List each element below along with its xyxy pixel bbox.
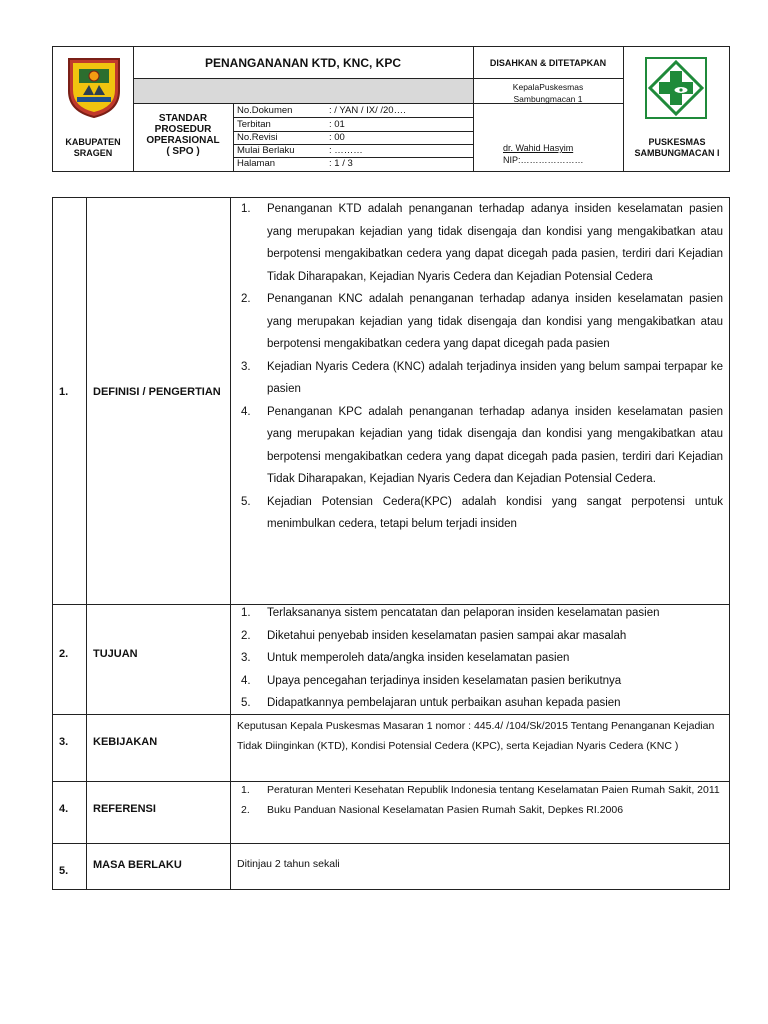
document-title: PENANGANANAN KTD, KNC, KPC [204, 56, 401, 70]
section-title-definisi: DEFINISI / PENGERTIAN [93, 386, 221, 398]
item-text: Diketahui penyebab insiden keselamatan pasien sampai akar masalah [267, 629, 627, 642]
nip-field: NIP:………………… [503, 155, 584, 165]
list-item [232, 401, 723, 491]
row-number: 4. [59, 803, 69, 815]
doc-row-label: No.Revisi [237, 132, 278, 143]
item-text: Kejadian Nyaris Cedera (KNC) adalah terjadinya insiden yang belum sampai terpapar ke pasien [267, 360, 723, 395]
list-item [232, 198, 723, 288]
doc-row-value: : 01 [329, 119, 345, 130]
row-number: 5. [59, 865, 69, 877]
procedure-table [52, 197, 730, 890]
list-item [232, 288, 723, 356]
list-item [232, 625, 723, 648]
puskesmas-line: PUSKESMAS [648, 137, 706, 147]
kepala-line: KepalaPuskesmas [512, 82, 584, 92]
puskesmas-label [623, 137, 731, 159]
spo-line: ( SPO ) [166, 146, 200, 157]
list-item [232, 602, 723, 625]
item-number: 2. [241, 293, 251, 305]
list-item [232, 800, 723, 820]
list-item [232, 670, 723, 693]
doctor-name: dr. Wahid Hasyim [503, 143, 574, 153]
kepala-puskesmas-label [473, 81, 623, 105]
doc-row-value: : 1 / 3 [329, 158, 353, 169]
puskesmas-line: SAMBUNGMACAN I [634, 148, 720, 158]
item-text: Upaya pencegahan terjadinya insiden keselamatan pasien berikutnya [267, 674, 622, 687]
kabupaten-label [53, 137, 133, 159]
item-number: 4. [241, 405, 251, 418]
doc-row-value: : 00 [329, 132, 345, 143]
doc-row-label: No.Dokumen [237, 105, 293, 116]
item-number: 2. [241, 804, 250, 816]
doc-row-label: Terbitan [237, 119, 271, 130]
item-text: Untuk memperoleh data/angka insiden keselamatan pasien [267, 652, 570, 665]
tujuan-list [232, 602, 723, 715]
disahkan-label: DISAHKAN & DITETAPKAN [489, 58, 607, 68]
item-text: Penanganan KNC adalah penanganan terhadap adanya insiden keselamatan pasien yang merupakan kejadian yang tidak disengaja dan kondisi yang mengakibatkan atau berpotensi mengakibatkan cedera yang dapat dicegah pada pasien [267, 293, 723, 350]
item-number: 1. [241, 203, 251, 215]
item-text: Terlaksananya sistem pencatatan dan pelaporan insiden keselamatan pasien [267, 607, 660, 619]
row-number: 1. [59, 386, 69, 398]
item-number: 1. [241, 607, 251, 619]
puskesmas-cross-logo-icon [645, 57, 707, 119]
list-item [232, 356, 723, 401]
spo-label [133, 113, 233, 157]
sragen-coat-of-arms-icon [65, 55, 123, 119]
row-number: 3. [59, 736, 69, 748]
doc-row-terbitan [237, 118, 345, 131]
table-divider [230, 198, 231, 889]
doc-row-label: Mulai Berlaku [237, 145, 295, 156]
header-divider [233, 103, 234, 171]
item-number: 3. [241, 360, 251, 373]
referensi-list [232, 780, 723, 820]
row-number: 2. [59, 648, 69, 660]
doc-row-label: Halaman [237, 158, 276, 169]
item-number: 5. [241, 495, 251, 508]
item-text: Buku Panduan Nasional Keselamatan Pasien Rumah Sakit, Depkes RI.2006 [267, 804, 624, 816]
doc-row-halaman [237, 157, 353, 170]
list-item [232, 491, 723, 536]
kabupaten-line: SRAGEN [73, 148, 113, 158]
item-text: Peraturan Menteri Kesehatan Republik Indonesia tentang Keselamatan Paien Rumah Sakit, 2011 [267, 784, 720, 796]
item-number: 3. [241, 652, 251, 665]
document-header [52, 46, 730, 172]
section-title-tujuan: TUJUAN [93, 648, 138, 660]
header-shaded-cell [134, 79, 473, 103]
item-text: Penanganan KTD adalah penanganan terhadap adanya insiden keselamatan pasien yang merupakan kejadian yang tidak disengaja dan kondisi yang mengakibatkan atau berpotensi mengakibatkan cedera yang dapat dicegah pada pasien, terdiri dari Kejadian Tidak Diharapakan, Kejadian Nyaris Cedera dan Kejadian Potensial Cedera [267, 203, 723, 283]
list-item [232, 780, 723, 800]
section-title-kebijakan: KEBIJAKAN [93, 736, 158, 748]
list-item [232, 647, 723, 670]
kebijakan-text: Keputusan Kepala Puskesmas Masaran 1 nomor : 445.4/ /104/Sk/2015 Tentang Penanganan Kejadian Tidak Diinginkan (KTD), Kondisi Potensial Cedera (KPC), serta Kejadian Nyaris Cedera (KNC ) [237, 720, 715, 752]
item-text: Didapatkannya pembelajaran untuk perbaikan asuhan kepada pasien [267, 697, 621, 710]
doc-row-revisi [237, 131, 345, 144]
doc-row-berlaku [237, 144, 363, 157]
item-number: 2. [241, 629, 251, 642]
spo-line: OPERASIONAL [146, 135, 220, 146]
item-number: 5. [241, 697, 251, 710]
definisi-list [232, 198, 723, 536]
list-item [232, 692, 723, 715]
section-title-referensi: REFERENSI [93, 803, 156, 815]
item-number: 1. [241, 784, 250, 796]
doc-row-dokumen [237, 104, 406, 117]
kepala-line: Sambungmacan 1 [513, 94, 583, 104]
item-number: 4. [241, 674, 251, 687]
table-divider [53, 843, 729, 844]
masa-berlaku-text: Ditinjau 2 tahun sekali [237, 858, 340, 870]
doc-row-value: : ……… [329, 145, 363, 156]
doc-row-value: : / YAN / IX/ /20…. [329, 105, 406, 116]
table-divider [86, 198, 87, 889]
item-text: Penanganan KPC adalah penanganan terhadap adanya insiden keselamatan pasien yang merupakan kejadian yang tidak disengaja dan kondisi yang mengakibatkan atau berpotensi mengakibatkan cedera yang dapat dicegah pada pasien, terdiri dari Kejadian Tidak Diharapakan, Kejadian Nyaris Cedera dan Kejadian Potensial Cedera. [267, 405, 723, 485]
section-title-masa-berlaku: MASA BERLAKU [93, 859, 182, 871]
spo-line: STANDAR [158, 113, 208, 124]
kabupaten-line: KABUPATEN [65, 137, 121, 147]
spo-line: PROSEDUR [154, 124, 212, 135]
item-text: Kejadian Potensian Cedera(KPC) adalah kondisi yang sangat perpotensi untuk menimbulkan cedera, tetapi belum terjadi insiden [267, 495, 723, 530]
